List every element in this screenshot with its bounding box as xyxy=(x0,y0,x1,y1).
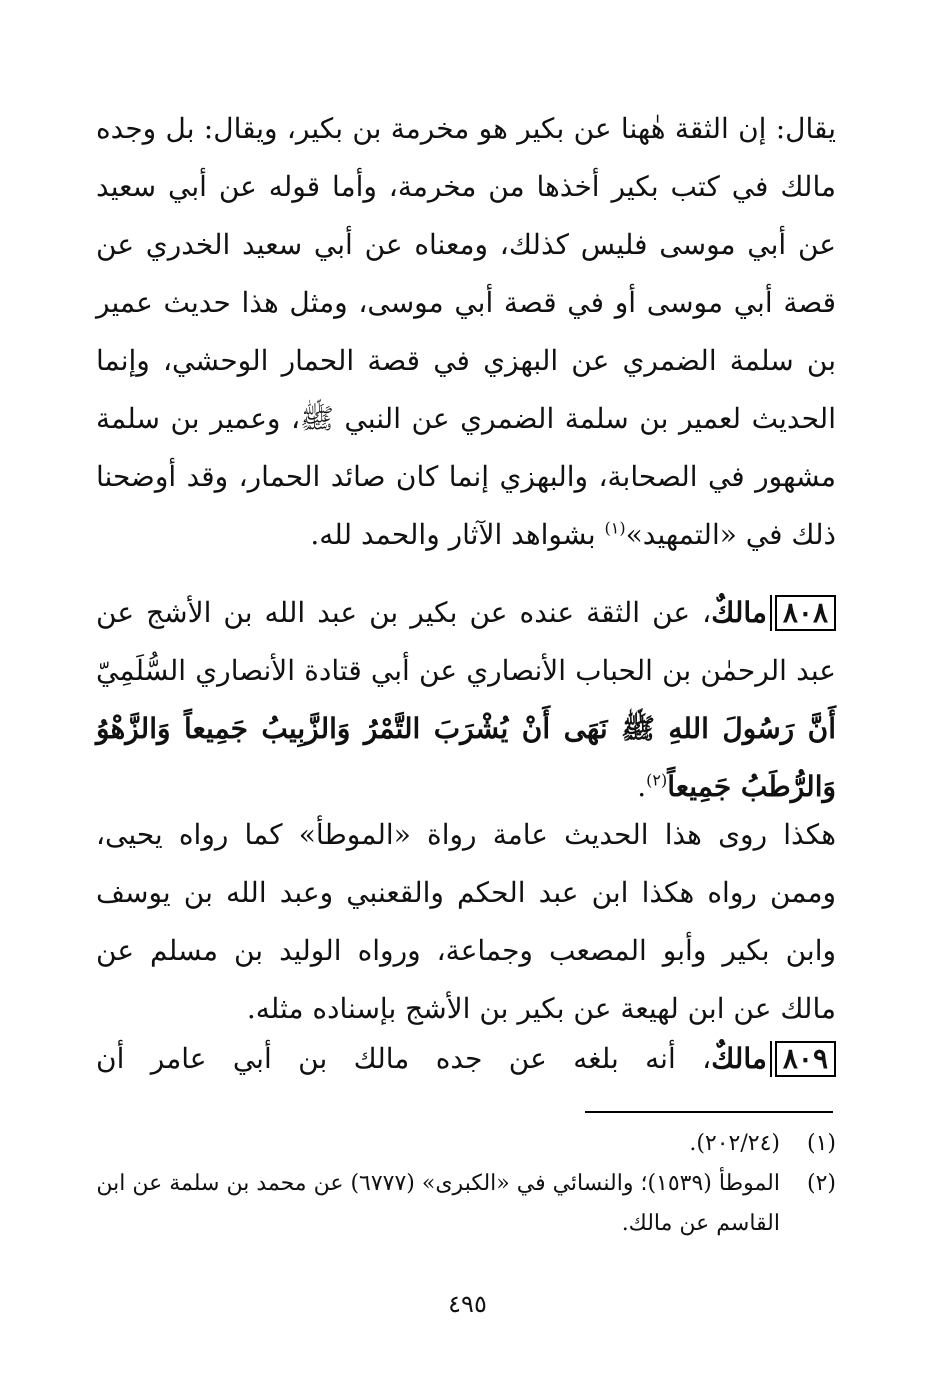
isnad-text: ، عن الثقة عنده عن بكير بن عبد الله بن الأشج عن عبد الرحمٰن بن الحباب الأنصاري عن أبي قتادة الأنصاري السُّلَمِيّ xyxy=(96,596,836,687)
footnote-text: الموطأ (١٥٣٩)؛ والنسائي في «الكبرى» (٦٧٧٧) عن محمد بن سلمة عن ابن القاسم عن مالك. xyxy=(96,1171,780,1236)
footnote-ref-1: (١) xyxy=(604,518,626,538)
footnotes xyxy=(96,1124,836,1244)
commentary-text: يقال: إن الثقة هٰهنا عن بكير هو مخرمة بن بكير، ويقال: بل وجده مالك في كتب بكير أخذها من مخرمة، وأما قوله عن أبي سعيد عن أبي موسى فليس كذلك، ومعناه عن أبي سعيد الخدري عن قصة أبي موسى أو في قصة أبي موسى، ومثل هذا حديث عمير بن سلمة الضمري عن البهزي في قصة الحمار الوحشي، وإنما الحديث لعمير بن سلمة الضمري عن النبي ﷺ، وعمير بن سلمة مشهور في الصحابة، والبهزي إنما كان صائد الحمار، وقد أوضحنا ذلك في «التمهيد» xyxy=(96,112,836,551)
matn-end: . xyxy=(637,770,647,803)
footnote-1 xyxy=(96,1124,836,1164)
hadith-number-808: ٨٠٨ xyxy=(775,595,836,631)
commentary-text-end: بشواهد الآثار والحمد لله. xyxy=(310,518,605,551)
footnote-number: (٢) xyxy=(806,1171,836,1196)
narrator-name: مالكٌ xyxy=(711,596,767,629)
footnote-number: (١) xyxy=(806,1131,836,1156)
page-number: ٤٩٥ xyxy=(448,1290,487,1318)
hadith-number-809: ٨٠٩ xyxy=(775,1041,836,1077)
commentary-paragraph-2: هكذا روى هذا الحديث عامة رواة «الموطأ» كما رواه يحيى، وممن رواه هكذا ابن عبد الحكم والقعنبي وعبد الله بن يوسف وابن بكير وأبو المصعب وجماعة، ورواه الوليد بن مسلم عن مالك عن ابن لهيعة عن بكير بن الأشج بإسناده مثله. xyxy=(96,818,836,1025)
matn-text: أَنَّ رَسُولَ اللهِ ﷺ نَهَى أَنْ يُشْرَبَ التَّمْرُ وَالزَّبِيبُ جَمِيعاً وَالزَّهْوُ وَالرُّطَبُ جَمِيعاً xyxy=(96,712,836,803)
footnote-divider xyxy=(585,1111,833,1113)
footnote-2 xyxy=(96,1164,836,1244)
narrator-name-809: مالكٌ xyxy=(711,1042,767,1075)
hadith-808 xyxy=(96,584,836,816)
hadith-809 xyxy=(96,1030,836,1088)
hadith-809-text: ، أنه بلغه عن جده مالك بن أبي عامر أن xyxy=(96,1042,712,1075)
footnote-text: (٢٠٢/٢٤). xyxy=(689,1131,780,1156)
commentary-paragraph xyxy=(96,100,836,564)
footnote-ref-2: (٢) xyxy=(646,770,668,790)
